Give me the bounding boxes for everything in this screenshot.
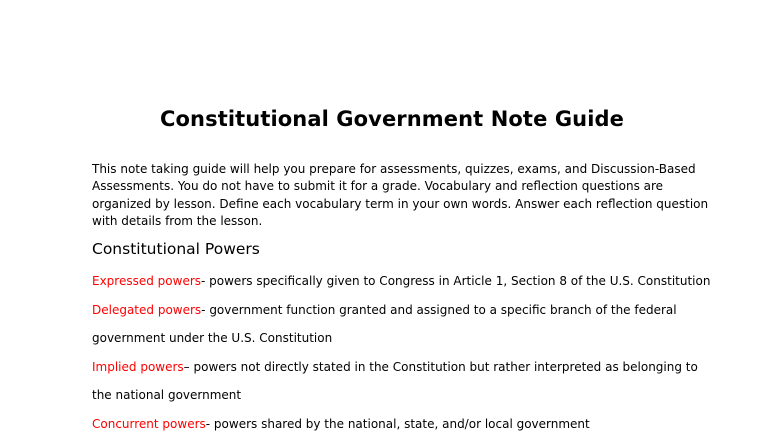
vocab-term: Implied powers (92, 360, 184, 374)
intro-line: Assessments. You do not have to submit it for a grade. Vocabulary and reflection questions are (92, 179, 664, 194)
vocab-definition-continued: government under the U.S. Constitution (92, 331, 333, 345)
vocab-term: Expressed powers (92, 274, 202, 288)
vocab-definition: - government function granted and assigned to a specific branch of the federal (201, 303, 677, 317)
vocab-definition: - powers shared by the national, state, and/or local government (205, 417, 590, 431)
section-heading: Constitutional Powers (92, 240, 260, 258)
vocab-definition-continued: the national government (92, 388, 242, 402)
intro-line: This note taking guide will help you prepare for assessments, quizzes, exams, and Discussion-Based (92, 162, 696, 176)
page-title: Constitutional Government Note Guide (160, 107, 624, 131)
vocab-definition: - powers specifically given to Congress in Article 1, Section 8 of the U.S. Constitution (201, 274, 711, 288)
intro-paragraph (92, 161, 709, 230)
vocab-entry-concurrent-powers (92, 416, 590, 432)
vocab-entry-delegated-powers (92, 302, 677, 318)
vocab-definition: – powers not directly stated in the Constitution but rather interpreted as belonging to (183, 360, 698, 374)
intro-line: with details from the lesson. (92, 213, 263, 228)
intro-line: organized by lesson. Define each vocabulary term in your own words. Answer each reflection question (92, 196, 709, 211)
vocab-entry-expressed-powers (92, 273, 710, 289)
vocab-term: Concurrent powers (92, 417, 206, 431)
vocab-entry-implied-powers (92, 359, 698, 375)
vocab-term: Delegated powers (92, 303, 202, 317)
